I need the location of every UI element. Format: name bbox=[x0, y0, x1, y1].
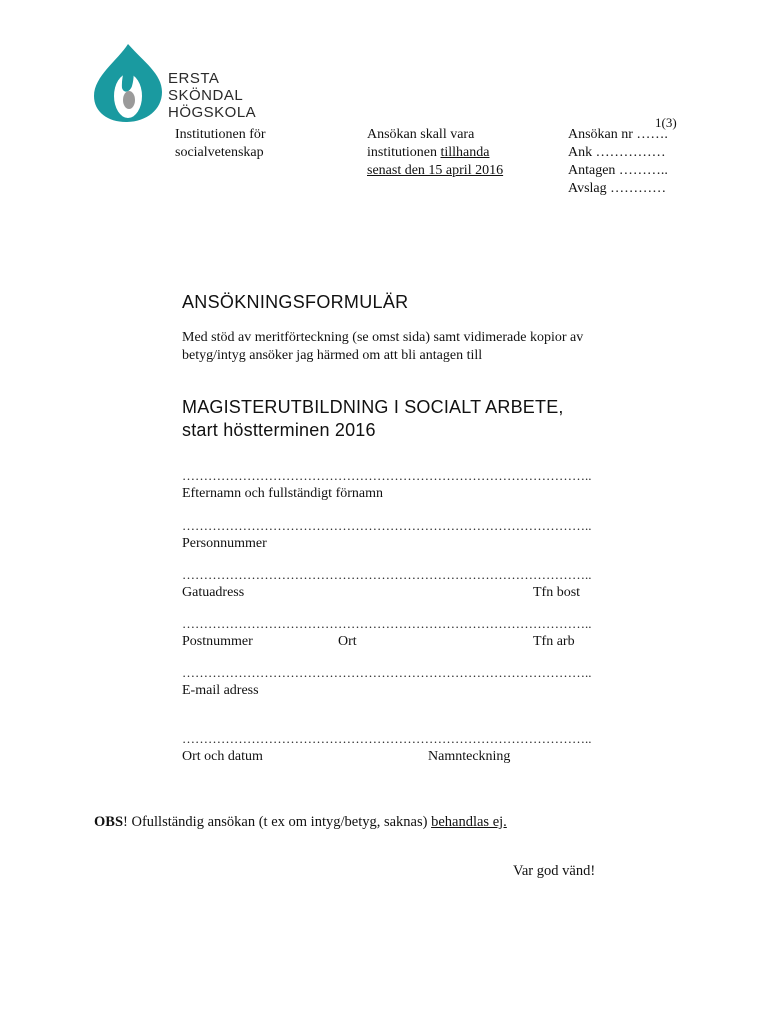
ort-label: Ort bbox=[338, 634, 357, 649]
personnummer-field[interactable]: ………………………………………………………………………………….. bbox=[182, 518, 592, 533]
admin-avslag: Avslag ………… bbox=[568, 181, 667, 196]
notice-obs: OBS bbox=[94, 814, 124, 830]
intro-text bbox=[182, 329, 583, 365]
institution-line-1: Institutionen för bbox=[175, 127, 266, 142]
deadline-line-2-prefix: institutionen bbox=[367, 145, 441, 160]
logo-line-3: HÖGSKOLA bbox=[168, 104, 257, 121]
program-line-2: start höstterminen 2016 bbox=[182, 420, 376, 440]
gatuadress-field[interactable]: ………………………………………………………………………………….. bbox=[182, 567, 592, 582]
admin-ansokan-nr: Ansökan nr ……. bbox=[568, 127, 668, 142]
name-field[interactable]: ………………………………………………………………………………….. bbox=[182, 468, 592, 483]
notice bbox=[94, 813, 507, 831]
tfn-bost-label: Tfn bost bbox=[533, 585, 581, 600]
institution-block bbox=[175, 126, 266, 162]
deadline-line-1: Ansökan skall vara bbox=[367, 127, 475, 142]
postnummer-label: Postnummer bbox=[182, 634, 253, 649]
namnteckning-label: Namnteckning bbox=[428, 749, 511, 764]
admin-block bbox=[568, 126, 668, 198]
admin-ank: Ank …………… bbox=[568, 145, 666, 160]
email-field[interactable]: ………………………………………………………………………………….. bbox=[182, 665, 592, 680]
logo-line-1: ERSTA bbox=[168, 70, 220, 87]
signature-field[interactable]: ………………………………………………………………………………….. bbox=[182, 731, 592, 746]
intro-line-1: Med stöd av meritförteckning (se omst sida) samt vidimerade kopior av bbox=[182, 330, 584, 345]
notice-underlined: behandlas ej. bbox=[431, 814, 507, 830]
notice-text: ! Ofullständig ansökan (t ex om intyg/betyg, saknas) bbox=[123, 814, 432, 830]
tfn-arb-label: Tfn arb bbox=[533, 634, 575, 649]
logo-line-2: SKÖNDAL bbox=[168, 87, 244, 104]
footer-text: Var god vänd! bbox=[513, 863, 596, 879]
gatuadress-label: Gatuadress bbox=[182, 585, 245, 600]
postnummer-field[interactable]: ………………………………………………………………………………….. bbox=[182, 616, 592, 631]
admin-antagen: Antagen ……….. bbox=[568, 163, 668, 178]
institution-line-2: socialvetenskap bbox=[175, 145, 264, 160]
logo bbox=[88, 42, 258, 124]
program-line-1: MAGISTERUTBILDNING I SOCIALT ARBETE, bbox=[182, 397, 564, 417]
form-title: ANSÖKNINGSFORMULÄR bbox=[182, 292, 409, 312]
program-title bbox=[182, 396, 564, 442]
logo-drop-icon bbox=[88, 42, 168, 124]
deadline-block bbox=[367, 126, 503, 180]
intro-line-2: betyg/intyg ansöker jag härmed om att bli antagen till bbox=[182, 348, 483, 363]
email-label: E-mail adress bbox=[182, 683, 259, 698]
page-number: 1(3) bbox=[655, 115, 677, 130]
deadline-line-3: senast den 15 april 2016 bbox=[367, 163, 504, 178]
ort-datum-label: Ort och datum bbox=[182, 749, 263, 764]
deadline-line-2 bbox=[367, 144, 503, 162]
personnummer-label: Personnummer bbox=[182, 536, 267, 551]
deadline-tillhanda: tillhanda bbox=[440, 145, 490, 160]
name-label: Efternamn och fullständigt förnamn bbox=[182, 486, 383, 501]
